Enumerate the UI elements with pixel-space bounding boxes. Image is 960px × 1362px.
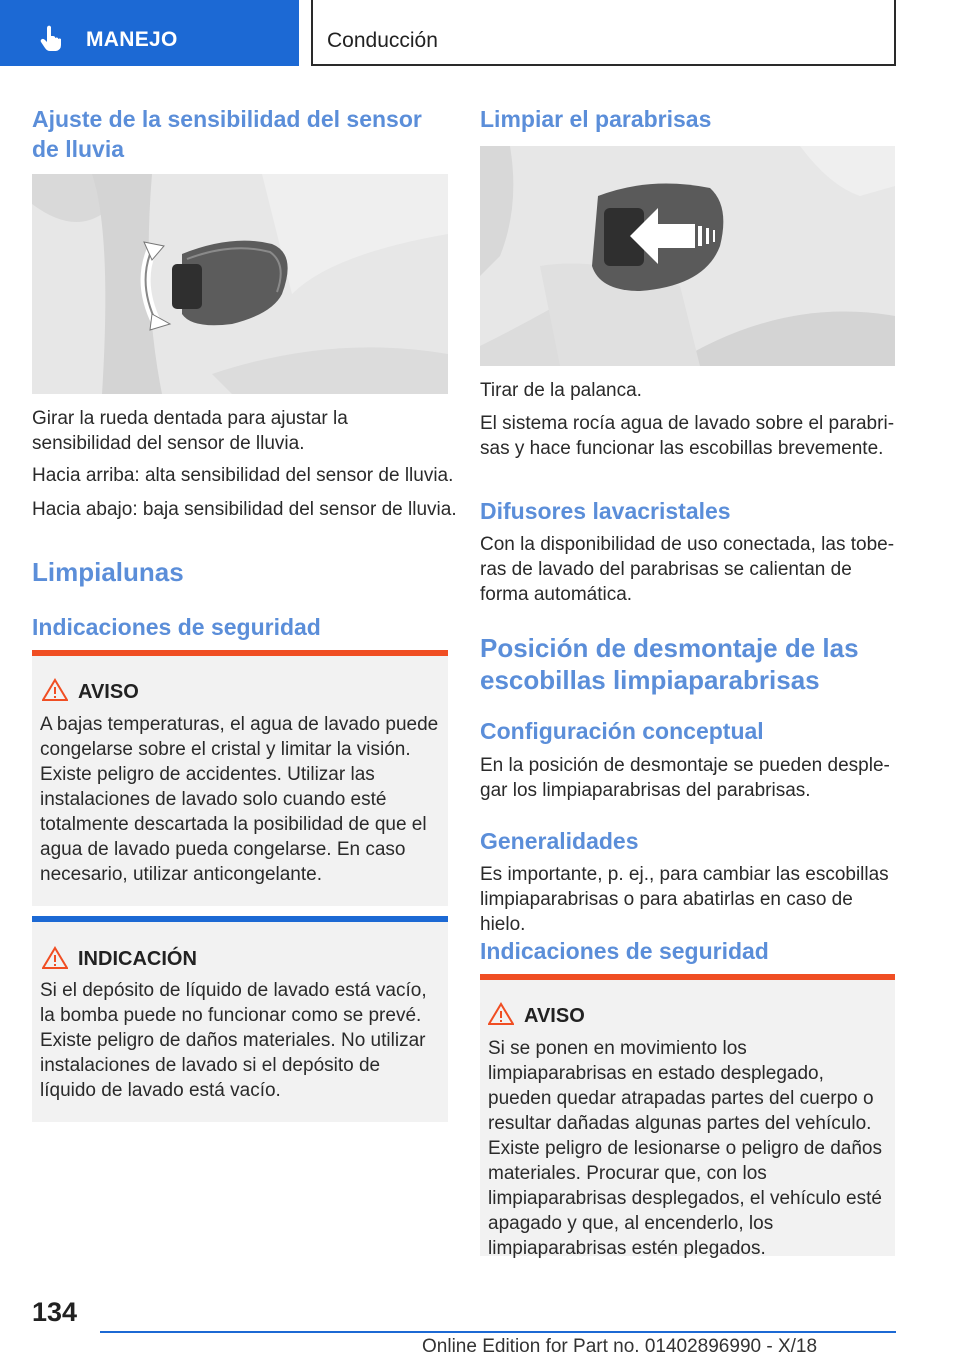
left-warning-notice bbox=[32, 650, 448, 906]
info-bar bbox=[32, 916, 448, 922]
warning-text: Si se ponen en movimiento los limpiaparabrisas en estado desplegado, pueden quedar atrapadas partes del cuerpo o resultar dañadas algunas partes del vehículo. Existe peligro de lesionarse o peligro de daños materiales. Procurar que, con los limpiaparabrisas desplegados, el vehículo esté apagado y que, al encenderlo, los limpiaparabrisas estén plegados. bbox=[488, 1038, 882, 1259]
warning-bar bbox=[480, 974, 895, 980]
warning-text: A bajas temperaturas, el agua de lavado puede congelarse sobre el cristal y limitar la visión. Existe peligro de accidentes. Utilizar las instalaciones de lavado solo cuando esté totalmente descartada la posibilidad de que el agua de lavado pueda congelarse. En caso necesario, utilizar anticongelante. bbox=[40, 714, 439, 885]
pointing-hand-icon bbox=[38, 24, 66, 52]
rain-paragraph-3: Hacia abajo: baja sensibilidad del sensor de lluvia. bbox=[32, 499, 457, 520]
right-warning-notice bbox=[480, 974, 895, 1259]
page-number: 134 bbox=[32, 1297, 78, 1327]
wash-heading: Limpiar el parabrisas bbox=[480, 106, 712, 132]
section-title-box bbox=[311, 0, 896, 66]
rain-paragraph-2: Hacia arriba: alta sensibilidad del sensor de lluvia. bbox=[32, 465, 454, 486]
section-tab bbox=[0, 0, 299, 66]
general-paragraph: Es importante, p. ej., para cambiar las escobillas limpiaparabrisas o para abatirlas en caso de hielo. bbox=[480, 864, 889, 935]
concept-paragraph: En la posición de desmontaje se pueden desplegar los limpiaparabrisas del parabrisas. bbox=[480, 755, 890, 801]
wash-paragraph-2: El sistema rocía agua de lavado sobre el parabrisas y hace funcionar las escobillas brevemente. bbox=[480, 413, 895, 459]
right-safety-heading: Indicaciones de seguridad bbox=[480, 938, 769, 964]
footer-edition: Online Edition for Part no. 01402896990 - X/18 bbox=[422, 1336, 818, 1357]
nozzle-paragraph: Con la disponibilidad de uso conectada, las toberas de lavado del parabrisas se calientan de forma automática. bbox=[480, 534, 895, 605]
washer-lever-image bbox=[480, 146, 895, 366]
left-info-notice bbox=[32, 916, 448, 1122]
left-safety-heading: Indicaciones de seguridad bbox=[32, 614, 321, 640]
general-heading: Generalidades bbox=[480, 828, 639, 854]
footer-rule bbox=[100, 1331, 896, 1333]
warning-title: AVISO bbox=[524, 1005, 585, 1027]
warning-triangle-icon bbox=[42, 678, 68, 702]
rain-paragraph-1: Girar la rueda dentada para ajustar la sensibilidad del sensor de lluvia. bbox=[32, 408, 348, 454]
section-tab-label: MANEJO bbox=[86, 28, 178, 51]
rain-sensor-heading: Ajuste de la sensibilidad del sensor de lluvia bbox=[32, 106, 422, 162]
rain-sensor-image bbox=[32, 174, 448, 394]
wiper-heading: Limpialunas bbox=[32, 557, 184, 587]
warning-bar bbox=[32, 650, 448, 656]
service-position-heading: Posición de desmontaje de las escobillas limpiaparabrisas bbox=[480, 633, 859, 695]
warning-title: AVISO bbox=[78, 681, 139, 703]
warning-triangle-icon bbox=[488, 1002, 514, 1026]
warning-triangle-icon bbox=[42, 946, 68, 970]
wash-paragraph-1: Tirar de la palanca. bbox=[480, 380, 642, 401]
section-title: Conducción bbox=[327, 29, 438, 52]
info-text: Si el depósito de líquido de lavado está vacío, la bomba puede no funcionar como se prevé. Existe peligro de daños materiales. No utilizar instalaciones de lavado si el depósito de líquido de lavado está vacío. bbox=[40, 980, 427, 1101]
info-title: INDICACIÓN bbox=[78, 948, 197, 970]
nozzle-heading: Difusores lavacristales bbox=[480, 498, 731, 524]
concept-heading: Configuración conceptual bbox=[480, 718, 764, 744]
